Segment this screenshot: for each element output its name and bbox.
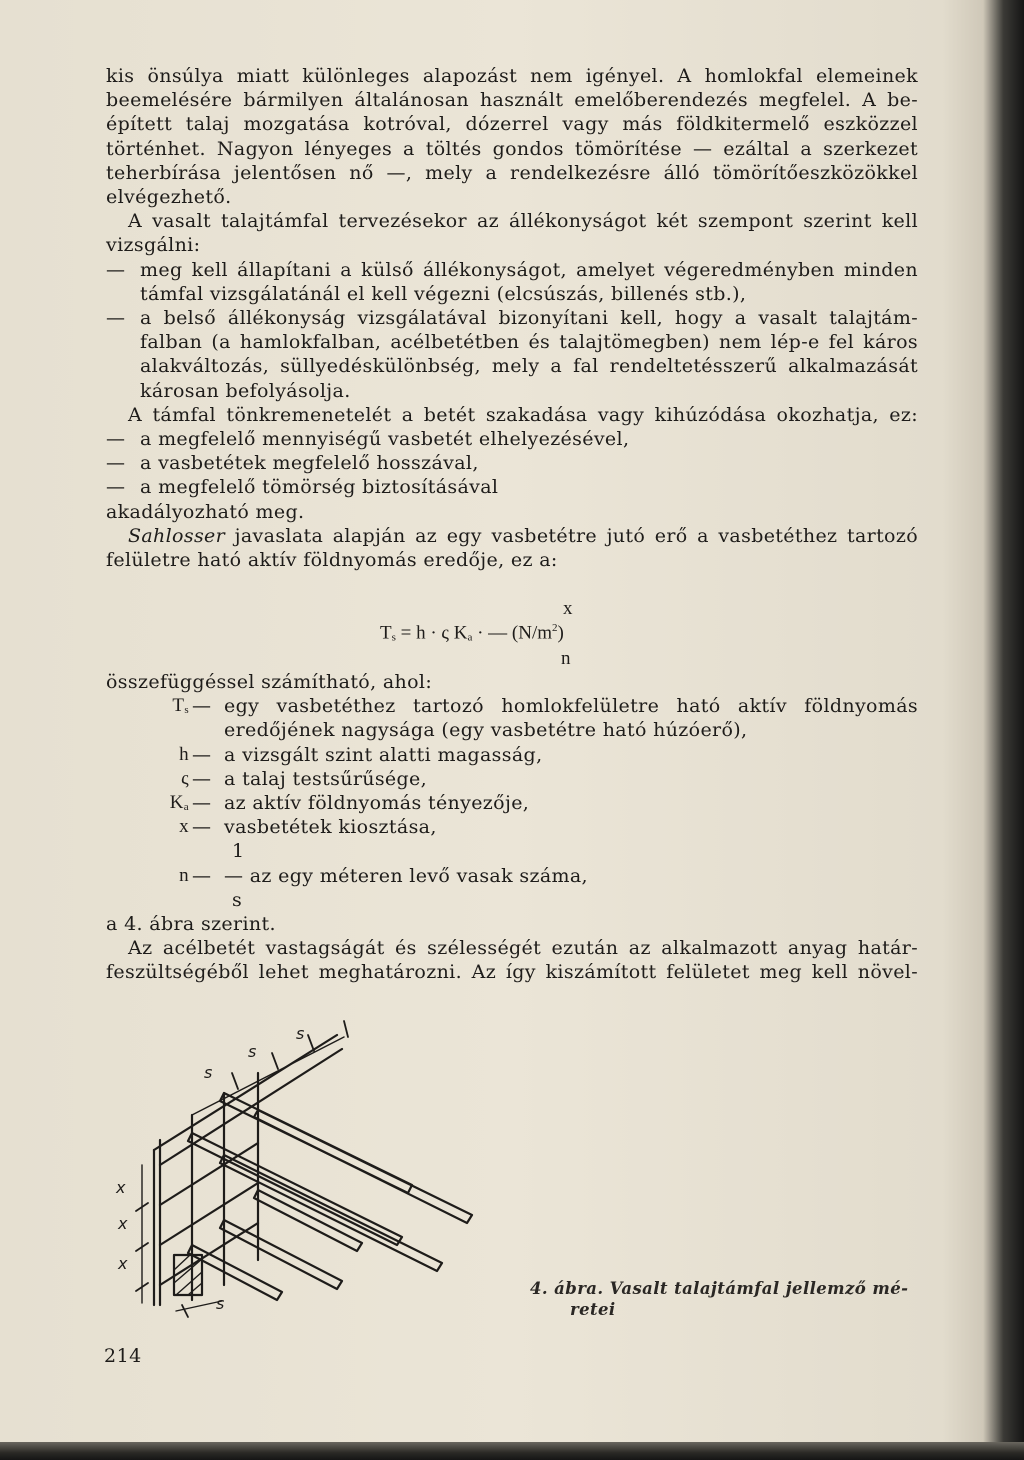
dash-marker: — (192, 791, 212, 814)
definition-row (106, 767, 918, 791)
list-item-text: a megfelelő mennyiségű vasbetét elhelyezésével, (140, 428, 630, 451)
text-line (106, 524, 918, 548)
definition-text: a talaj testsűrűsége, (224, 767, 428, 790)
text-line: a 4. ábra szerint. (106, 912, 276, 935)
figure-line (154, 1035, 337, 1150)
text-line: felületre ható aktív földnyomás eredője, ez a: (106, 549, 558, 572)
definition-symbol: n (179, 864, 189, 886)
dash-marker: — (192, 695, 212, 718)
definition-row (106, 815, 918, 839)
definition-text: az aktív földnyomás tényezője, (224, 791, 530, 814)
dimension-label-x: x (118, 1214, 128, 1233)
list-item (106, 330, 918, 354)
list-item (106, 258, 918, 282)
dimension-label-x: x (116, 1178, 126, 1197)
text-line: akadályozható meg. (106, 500, 305, 523)
definition-text: a vizsgált szint alatti magasság, (224, 743, 543, 766)
text-line: összefüggéssel számítható, ahol: (106, 671, 433, 693)
body-text (106, 64, 918, 572)
caption-line: 4. ábra. Vasalt talajtámfal jellemző mé- (530, 1279, 909, 1298)
list-item-text: a megfelelő tömörség biztosításával (140, 476, 499, 499)
text-line: vizsgálni: (106, 234, 201, 257)
list-item (106, 282, 918, 306)
definition-text: egy vasbetéthez tartozó homlokfelületre ható aktív földnyomás (224, 695, 918, 718)
figure-line (160, 1183, 258, 1245)
dimension-label-s: s (216, 1294, 225, 1313)
dash-marker: — (106, 428, 126, 451)
text-line: A vasalt talajtámfal tervezésekor az állékonyságot két szempont szerint kell (128, 210, 918, 233)
definition-row (106, 694, 918, 718)
definition-symbol: h (179, 743, 189, 765)
definition-row (106, 839, 918, 863)
text-line: kis önsúlya miatt különleges alapozást nem igényel. A homlokfal elemeinek (106, 65, 918, 87)
formula-denominator: n (561, 648, 571, 669)
author-name: Sahlosser (128, 524, 226, 547)
dash-marker: — (192, 743, 212, 766)
n-fraction-denominator: s (232, 888, 243, 911)
list-item-text: a belső állékonyság vizsgálatával bizonyítani kell, hogy a vasalt talajtám- (140, 307, 918, 330)
list-item-text: falban (a hamlokfalban, acélbetétben és talajtömegben) nem lép-e fel káros (140, 331, 918, 354)
list-item (106, 354, 918, 378)
figure-strip (254, 1110, 472, 1223)
dash-marker: — (192, 767, 212, 790)
text-line: beemelésére bármilyen általánosan használt emelőberendezés megfelel. A be- (106, 89, 918, 112)
dimension-label-s: s (296, 1024, 305, 1043)
formula-ts (380, 598, 680, 670)
formula-expression: $T_s = h \cdot \varsigma$ $K_a$ · — $(N/m^2)$ (380, 622, 564, 644)
text-line: történhet. Nagyon lényeges a töltés gondos tömörítése — ezáltal a szerkezet (106, 137, 918, 160)
definition-text: vasbetétek kiosztása, (224, 816, 437, 839)
list-item (106, 451, 918, 475)
text-line: épített talaj mozgatása kotróval, dózerrel vagy más földkitermelő eszközzel (106, 113, 918, 136)
definition-row (106, 864, 918, 888)
definition-row (106, 888, 918, 912)
dash-marker: — (192, 864, 212, 887)
text-line: elvégezhető. (106, 186, 232, 209)
text-line: feszültségéből lehet meghatározni. Az így kiszámított felületet meg kell növel- (106, 961, 918, 984)
dimension-label-s: s (204, 1063, 213, 1082)
dimension-label-x: x (118, 1254, 128, 1273)
definition-text: eredőjének nagysága (egy vasbetétre ható húzóerő), (224, 719, 748, 742)
definition-symbol: $K_a$ (169, 791, 189, 813)
list-item-text: károsan befolyásolja. (140, 379, 351, 402)
figure-caption (530, 1278, 922, 1320)
list-item-text: támfal vizsgálatánál el kell végezni (elcsúszás, billenés stb.), (140, 282, 747, 305)
dash-marker: — (192, 816, 212, 839)
definition-symbol: x (179, 816, 189, 838)
dash-marker: — (106, 258, 126, 281)
list-item (106, 379, 918, 403)
list-item-text: a vasbetétek megfelelő hosszával, (140, 452, 479, 475)
scan-edge (0, 1442, 1024, 1460)
list-item (106, 475, 918, 499)
formula-numerator: x (563, 598, 573, 619)
list-item-text: alakváltozás, süllyedéskülönbség, mely a fal rendeltetésszerű alkalmazását (140, 355, 918, 378)
list-item-text: meg kell állapítani a külső állékonyságot, amelyet végeredményben minden (140, 258, 918, 281)
n-fraction-numerator: 1 (232, 840, 245, 863)
dimension-label-s: s (248, 1042, 257, 1061)
list-item (106, 427, 918, 451)
dash-marker: — (106, 476, 126, 499)
page-number: 214 (104, 1345, 142, 1367)
figure-reinforced-wall (112, 1015, 522, 1325)
text-span: javaslata alapján az egy vasbetétre jutó erő a vasbetéthez tartozó (225, 524, 918, 547)
caption-line: retei (570, 1300, 616, 1319)
definition-row (106, 718, 918, 742)
text-line: teherbírása jelentősen nő —, mely a rendelkezésre álló tömörítőeszközökkel (106, 161, 918, 184)
dash-marker: — (106, 307, 126, 330)
definition-symbol: ς (181, 767, 189, 789)
text-line: A támfal tönkremenetelét a betét szakadása vagy kihúzódása okozhatja, ez: (128, 403, 918, 426)
definition-list (106, 670, 918, 984)
text-line: Az acélbetét vastagságát és szélességét ezután az alkalmazott anyag határ- (128, 937, 918, 960)
definition-row (106, 791, 918, 815)
definition-symbol: $T_s$ (172, 695, 189, 717)
definition-text: — az egy méteren levő vasak száma, (224, 864, 588, 887)
dash-marker: — (106, 452, 126, 475)
list-item (106, 306, 918, 330)
definition-row (106, 743, 918, 767)
